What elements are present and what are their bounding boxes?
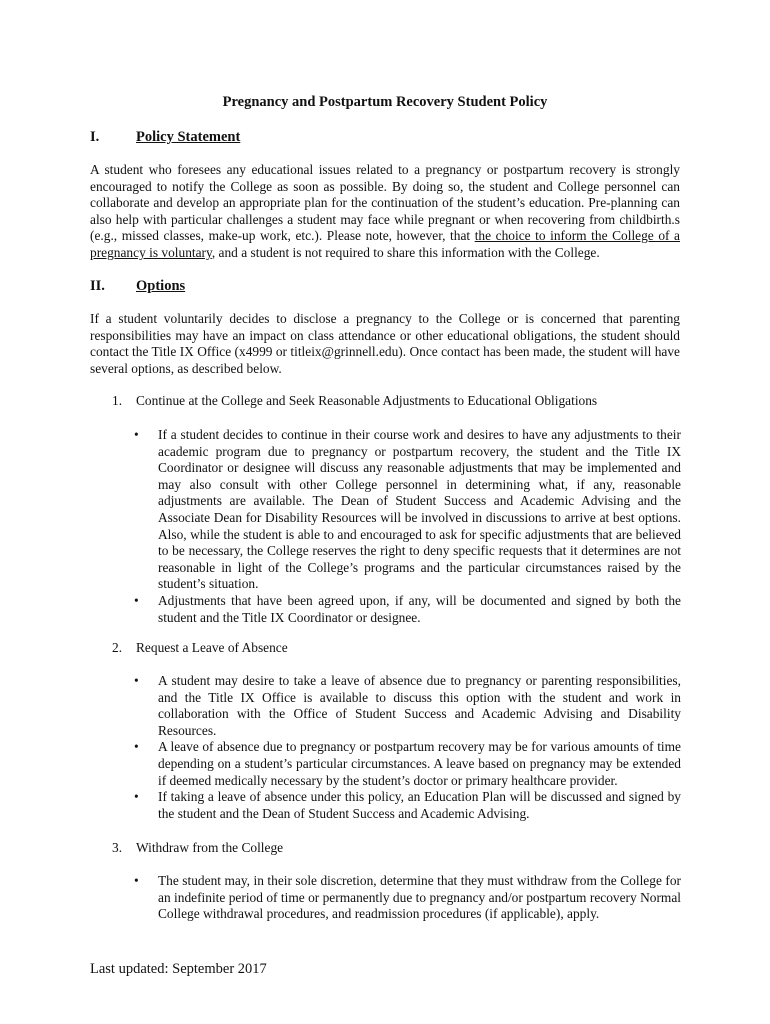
bullet-text: If taking a leave of absence under this policy, an Education Plan will be discussed and signed by the student and the Dean of Student Success and Academic Advising. bbox=[158, 789, 681, 821]
underlined-text: the choice to inform the College of a pregnancy is voluntary bbox=[90, 228, 680, 260]
bullet-icon: • bbox=[134, 592, 139, 608]
section-heading-options bbox=[90, 278, 185, 295]
last-updated-footer: Last updated: September 2017 bbox=[90, 961, 267, 977]
section-heading-policy-statement bbox=[90, 129, 240, 146]
option-number: 1. bbox=[112, 393, 123, 408]
option-1-heading bbox=[112, 393, 597, 409]
bullet-icon: • bbox=[134, 673, 139, 688]
option-2-heading bbox=[112, 640, 288, 656]
list-item bbox=[130, 789, 681, 822]
option-3-bullets bbox=[130, 873, 681, 923]
bullet-text: The student may, in their sole discretion, determine that they must withdraw from the College for an indefinite period of time or permanently due to pregnancy and/or postpartum recovery Normal College withdrawal procedures, and readmission procedures (if applicable), apply. bbox=[158, 873, 681, 922]
list-item bbox=[130, 427, 681, 593]
list-item bbox=[130, 873, 681, 923]
bullet-icon: • bbox=[134, 739, 139, 755]
bullet-text: A leave of absence due to pregnancy or postpartum recovery may be for various amounts of time depending on a student’s particular circumstances. A leave based on pregnancy may be extended if deemed medically necessary by the student’s doctor or primary healthcare provider. bbox=[158, 739, 681, 788]
option-3-heading bbox=[112, 840, 283, 856]
document-title: Pregnancy and Postpartum Recovery Student Policy bbox=[222, 94, 548, 110]
options-intro-paragraph: If a student voluntarily decides to disclose a pregnancy to the College or is concerned that parenting responsibilities may have an impact on class attendance or other educational obligations, the student should contact the Title IX Office (x4999 or titleix@grinnell.edu). Once contact has been made, the student will have several options, as described below. bbox=[90, 311, 680, 376]
bullet-text: Adjustments that have been agreed upon, if any, will be documented and signed by both the student and the Title IX Coordinator or designee. bbox=[158, 592, 681, 625]
list-item bbox=[130, 739, 681, 789]
bullet-icon: • bbox=[134, 789, 139, 805]
paragraph-text: A student who foresees any educational issues related to a pregnancy or postpartum recovery is strongly encouraged to notify the College as soon as possible. By doing so, the student and College personnel can collaborate and develop an appropriate plan for the continuation of the student’s education. Pre-planning can also help with particular challenges a student may face while pregnant or when recovering from childbirth.s (e.g., missed classes, make-up work, etc.). Please note, however, that bbox=[90, 162, 680, 244]
section-number: II. bbox=[90, 278, 105, 294]
bullet-icon: • bbox=[134, 427, 139, 442]
option-1-bullets bbox=[130, 427, 681, 626]
option-label: Continue at the College and Seek Reasonable Adjustments to Educational Obligations bbox=[136, 393, 598, 408]
section-title: Policy Statement bbox=[136, 129, 241, 145]
option-number: 2. bbox=[112, 640, 123, 655]
bullet-icon: • bbox=[134, 873, 139, 888]
policy-statement-paragraph bbox=[90, 162, 680, 262]
section-number: I. bbox=[90, 129, 100, 145]
option-2-bullets bbox=[130, 673, 681, 822]
option-number: 3. bbox=[112, 840, 123, 855]
bullet-text: If a student decides to continue in their course work and desires to have any adjustments to their academic program due to pregnancy or postpartum recovery, the student and the Title IX Coordinator or designee will discuss any reasonable adjustments that may be implemented and may also consult with other College personnel in determining what, if any, reasonable adjustments are available. The Dean of Student Success and Academic Advising and the Associate Dean for Disability Resources will be involved in discussions to arrive at best options. Also, while the student is able to and encouraged to ask for specific adjustments that are believed to be necessary, the College reserves the right to deny specific requests that it determines are not reasonable in light of the College’s programs and the particular circumstances raised by the student’s situation. bbox=[158, 427, 681, 592]
section-title: Options bbox=[136, 278, 186, 294]
list-item bbox=[130, 673, 681, 739]
option-label: Request a Leave of Absence bbox=[136, 640, 288, 655]
bullet-text: A student may desire to take a leave of absence due to pregnancy or parenting responsibilities, and the Title IX Office is available to discuss this option with the student and work in collaboration with the Office of Student Success and Academic Advising and Disability Resources. bbox=[158, 673, 681, 738]
list-item bbox=[130, 593, 681, 626]
paragraph-text: , and a student is not required to share this information with the College. bbox=[211, 244, 600, 260]
option-label: Withdraw from the College bbox=[136, 840, 284, 855]
